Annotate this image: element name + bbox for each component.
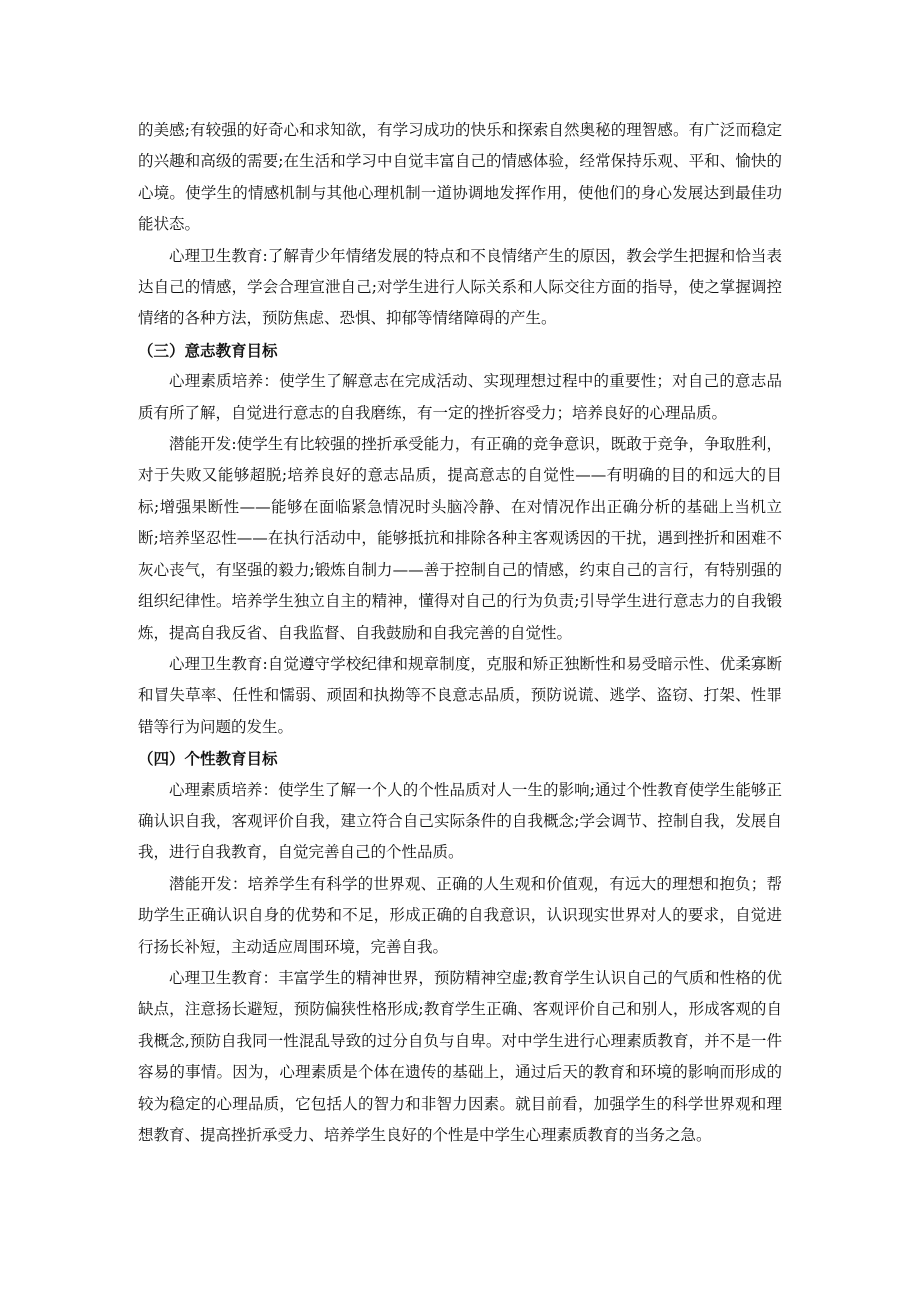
paragraph-personality-potential: 潜能开发：培养学生有科学的世界观、正确的人生观和价值观，有远大的理想和抱负；帮助学生正确认识自身的优势和不足，形成正确的自我意识，认识现实世界对人的要求，自觉进行扬长补短，主动适应周围环境，完善自我。 — [138, 874, 782, 956]
paragraph-will-mental-health: 心理卫生教育:自觉遵守学校纪律和规章制度，克服和矫正独断性和易受暗示性、优柔寡断和冒失草率、任性和懦弱、顽固和执拗等不良意志品质，预防说谎、逃学、盗窃、打架、性罪错等行为问题的发生。 — [138, 654, 782, 736]
paragraph-will-quality: 心理素质培养：使学生了解意志在完成活动、实现理想过程中的重要性；对自己的意志品质有所了解，自觉进行意志的自我磨练，有一定的挫折容受力；培养良好的心理品质。 — [138, 372, 782, 422]
paragraph-personality-mental-health: 心理卫生教育：丰富学生的精神世界，预防精神空虚;教育学生认识自己的气质和性格的优缺点，注意扬长避短，预防偏狭性格形成;教育学生正确、客观评价自己和别人，形成客观的自我概念,预防自我同一性混乱导致的过分自负与自卑。对中学生进行心理素质教育，并不是一件容易的事情。因为，心理素质是个体在遗传的基础上，通过后天的教育和环境的影响而形成的较为稳定的心理品质，它包括人的智力和非智力因素。就目前看，加强学生的科学世界观和理想教育、提高挫折承受力、培养学生良好的个性是中学生心理素质教育的当务之急。 — [138, 968, 782, 1144]
paragraph-personality-quality: 心理素质培养：使学生了解一个人的个性品质对人一生的影响;通过个性教育使学生能够正确认识自我，客观评价自我，建立符合自己实际条件的自我概念;学会调节、控制自我，发展自我，进行自我教育，自觉完善自己的个性品质。 — [138, 780, 782, 862]
paragraph-will-potential: 潜能开发:使学生有比较强的挫折承受能力，有正确的竞争意识，既敢于竞争，争取胜利，对于失败又能够超脱;培养良好的意志品质，提高意志的自觉性——有明确的目的和远大的目标;增强果断性——能够在面临紧急情况时头脑冷静、在对情况作出正确分析的基础上当机立断;培养坚忍性——在执行活动中，能够抵抗和排除各种主客观诱因的干扰，遇到挫折和困难不灰心丧气，有坚强的毅力;锻炼自制力——善于控制自己的情感，约束自己的言行，有特别强的组织纪律性。培养学生独立自主的精神，懂得对自己的行为负责;引导学生进行意志力的自我锻炼，提高自我反省、自我监督、自我鼓励和自我完善的自觉性。 — [138, 435, 782, 642]
heading-will-education: （三）意志教育目标 — [138, 340, 278, 360]
document-body — [138, 115, 782, 1151]
heading-personality-education: （四）个性教育目标 — [138, 749, 278, 769]
paragraph-emotion-continued: 的美感;有较强的好奇心和求知欲，有学习成功的快乐和探索自然奥秘的理智感。有广泛而稳定的兴趣和高级的需要;在生活和学习中自觉丰富自己的情感体验，经常保持乐观、平和、愉快的心境。使学生的情感机制与其他心理机制一道协调地发挥作用，使他们的身心发展达到最佳功能状态。 — [138, 121, 782, 234]
paragraph-emotion-mental-health: 心理卫生教育:了解青少年情绪发展的特点和不良情绪产生的原因，教会学生把握和恰当表达自己的情感，学会合理宣泄自己;对学生进行人际关系和人际交往方面的指导，使之掌握调控情绪的各种方法，预防焦虑、恐惧、抑郁等情绪障碍的产生。 — [138, 246, 782, 328]
